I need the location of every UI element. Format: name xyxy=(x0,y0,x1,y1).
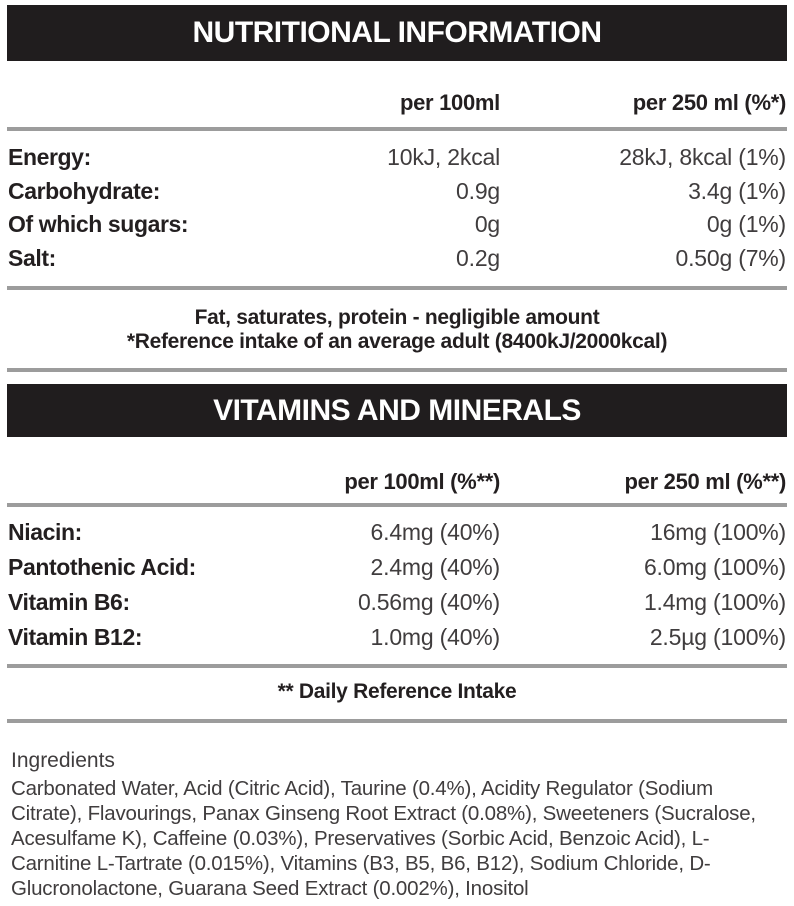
ingredients-heading: Ingredients xyxy=(11,749,115,772)
row-value-per-100ml: 2.4mg (40%) xyxy=(370,554,500,580)
row-label: Vitamin B12: xyxy=(8,624,143,650)
row-value-per-250ml: 16mg (100%) xyxy=(650,519,786,545)
daily-reference-intake-note: ** Daily Reference Intake xyxy=(277,680,517,703)
negligible-amount-note: Fat, saturates, protein - negligible amount xyxy=(194,306,600,329)
column-header-per-250ml: per 250 ml (%*) xyxy=(632,90,786,115)
row-value-per-100ml: 0.9g xyxy=(456,178,500,204)
table-row-niacin xyxy=(8,518,786,546)
column-header-per-250ml: per 250 ml (%**) xyxy=(624,469,786,494)
row-value-per-250ml: 2.5µg (100%) xyxy=(649,624,786,650)
row-value-per-250ml: 0.50g (7%) xyxy=(675,245,786,271)
divider-rule xyxy=(7,127,787,131)
row-value-per-250ml: 1.4mg (100%) xyxy=(643,589,786,615)
table-row-vitamin-b12 xyxy=(8,623,786,651)
row-value-per-100ml: 10kJ, 2kcal xyxy=(387,144,500,170)
row-value-per-100ml: 6.4mg (40%) xyxy=(370,519,500,545)
nutrition-column-headers xyxy=(8,89,786,117)
nutritional-information-title-bar: NUTRITIONAL INFORMATION xyxy=(7,5,787,61)
row-label: Carbohydrate: xyxy=(8,178,160,204)
column-header-per-100ml: per 100ml xyxy=(399,90,500,115)
divider-rule xyxy=(7,503,787,507)
table-row-carbohydrate xyxy=(8,177,786,205)
row-value-per-250ml: 3.4g (1%) xyxy=(688,178,786,204)
table-row-pantothenic-acid xyxy=(8,553,786,581)
vitamins-column-headers xyxy=(8,468,786,496)
reference-intake-note: *Reference intake of an average adult (8400kJ/2000kcal) xyxy=(126,330,668,353)
table-row-salt xyxy=(8,244,786,272)
row-label: Niacin: xyxy=(8,519,82,545)
row-value-per-100ml: 0g xyxy=(474,211,500,237)
table-row-energy xyxy=(8,143,786,171)
row-value-per-100ml: 1.0mg (40%) xyxy=(370,624,500,650)
row-value-per-250ml: 6.0mg (100%) xyxy=(643,554,786,580)
column-header-per-100ml: per 100ml (%**) xyxy=(344,469,500,494)
vitamins-and-minerals-title-bar: VITAMINS AND MINERALS xyxy=(7,384,787,437)
divider-rule xyxy=(7,286,787,290)
row-value-per-250ml: 28kJ, 8kcal (1%) xyxy=(619,144,786,170)
row-label: Of which sugars: xyxy=(8,211,189,237)
divider-rule xyxy=(7,719,787,723)
row-value-per-100ml: 0.2g xyxy=(456,245,500,271)
table-row-of-which-sugars xyxy=(8,210,786,238)
row-value-per-100ml: 0.56mg (40%) xyxy=(357,589,500,615)
row-value-per-250ml: 0g (1%) xyxy=(706,211,786,237)
divider-rule xyxy=(7,368,787,372)
row-label: Vitamin B6: xyxy=(8,589,130,615)
table-row-vitamin-b6 xyxy=(8,588,786,616)
divider-rule xyxy=(7,664,787,668)
row-label: Salt: xyxy=(8,245,56,271)
ingredients-list: Carbonated Water, Acid (Citric Acid), Taurine (0.4%), Acidity Regulator (Sodium Citrate), Flavourings, Panax Ginseng Root Extract (0.08%), Sweeteners (Sucralose, Acesulfame K), Caffeine (0.03%), Preservatives (Sorbic Acid, Benzoic Acid), L-Carnitine L-Tartrate (0.015%), Vitamins (B3, B5, B6, B12), Sodium Chloride, D-Glucronolactone, Guarana Seed Extract (0.002%), Inositol xyxy=(11,777,756,900)
row-label: Energy: xyxy=(8,144,91,170)
row-label: Pantothenic Acid: xyxy=(8,554,196,580)
